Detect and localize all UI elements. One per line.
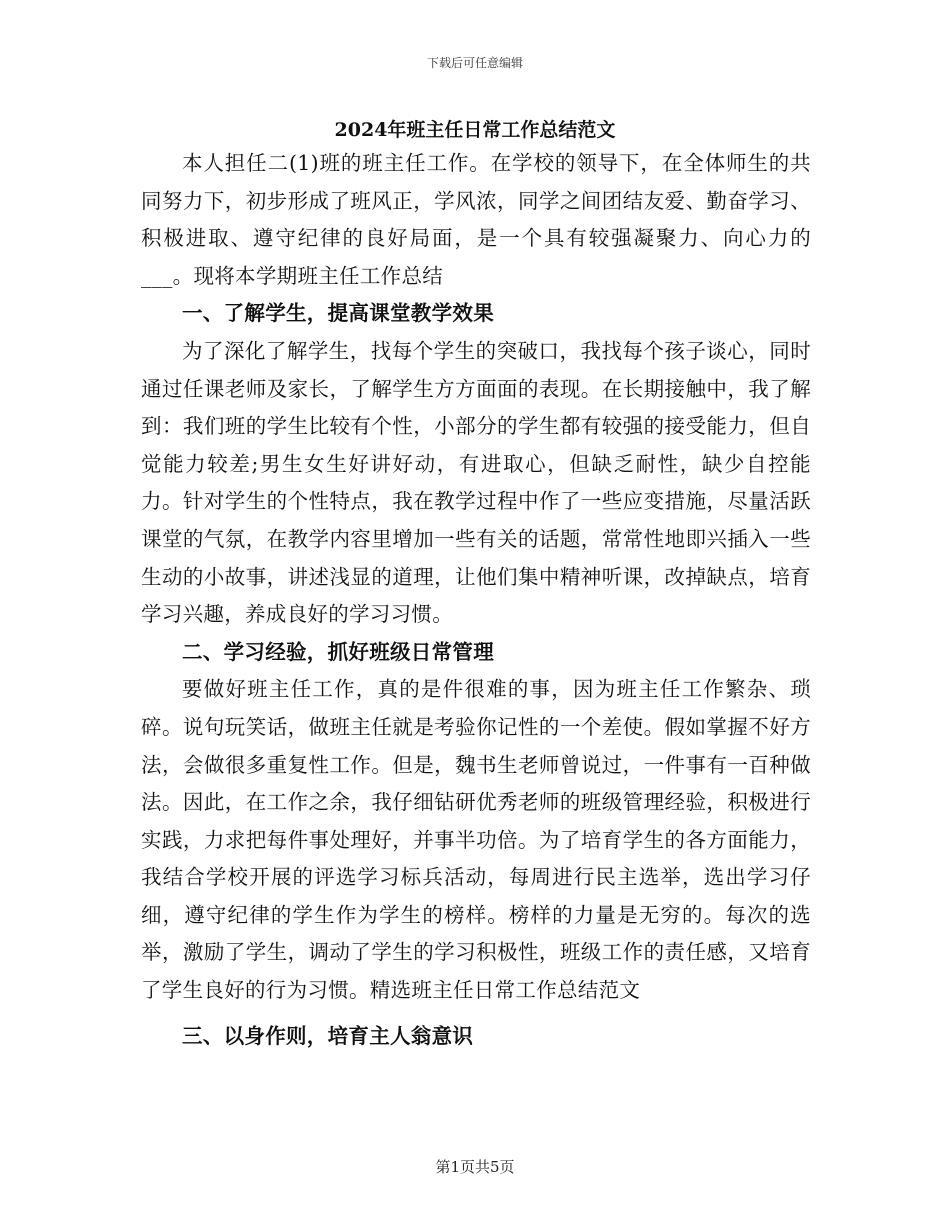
- document-title: 2024年班主任日常工作总结范文: [334, 119, 616, 141]
- intro-paragraph: 本人担任二(1)班的班主任工作。在学校的领导下，在全体师生的共同努力下，初步形成了班风正，学风浓，同学之间团结友爱、勤奋学习、积极进取、遵守纪律的良好局面，是一个具有较强凝聚力、向心力的___。现将本学期班主任工作总结: [141, 151, 811, 288]
- document-body: [141, 145, 811, 1055]
- header-note: 下载后可任意编辑: [426, 56, 523, 70]
- page-footer: 第1页共5页: [435, 1158, 515, 1176]
- section-3-heading: 三、以身作则，培育主人翁意识: [182, 1023, 474, 1048]
- section-1-heading: 一、了解学生，提高课堂教学效果: [182, 301, 494, 326]
- section-2-heading: 二、学习经验，抓好班级日常管理: [182, 639, 494, 664]
- section-2-paragraph: 要做好班主任工作，真的是件很难的事，因为班主任工作繁杂、琐碎。说句玩笑话，做班主任就是考验你记性的一个差使。假如掌握不好方法，会做很多重复性工作。但是，魏书生老师曾说过，一件事有一百种做法。因此，在工作之余，我仔细钻研优秀老师的班级管理经验，积极进行实践，力求把每件事处理好，并事半功倍。为了培育学生的各方面能力，我结合学校开展的评选学习标兵活动，每周进行民主选举，选出学习仔细，遵守纪律的学生作为学生的榜样。榜样的力量是无穷的。每次的选举，激励了学生，调动了学生的学习积极性，班级工作的责任感，又培育了学生良好的行为习惯。精选班主任日常工作总结范文: [141, 677, 811, 1003]
- section-1-paragraph: 为了深化了解学生，找每个学生的突破口，我找每个孩子谈心，同时通过任课老师及家长，了解学生方方面面的表现。在长期接触中，我了解到：我们班的学生比较有个性，小部分的学生都有较强的接受能力，但自觉能力较差;男生女生好讲好动，有进取心，但缺乏耐性，缺少自控能力。针对学生的个性特点，我在教学过程中作了一些应变措施，尽量活跃课堂的气氛，在教学内容里增加一些有关的话题，常常性地即兴插入一些生动的小故事，讲述浅显的道理，让他们集中精神听课，改掉缺点，培育学习兴趣，养成良好的学习习惯。: [141, 338, 811, 627]
